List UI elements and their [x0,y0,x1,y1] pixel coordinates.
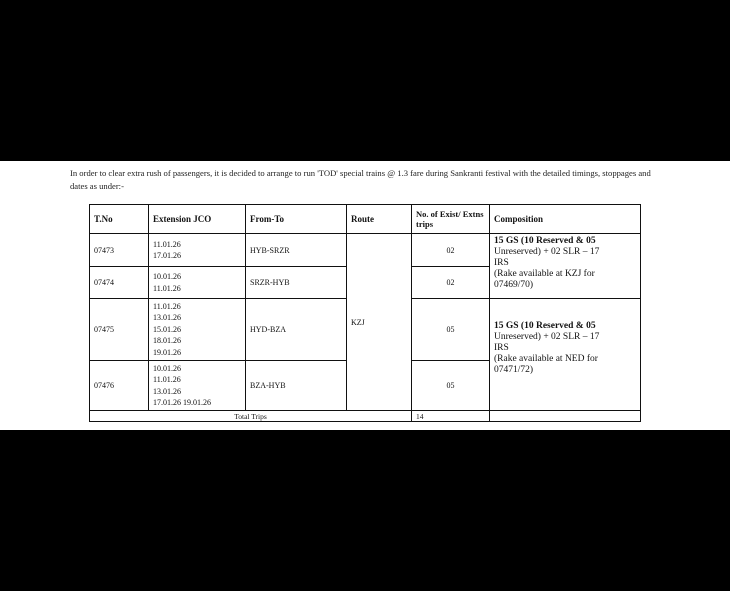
header-extension: Extension JCO [149,205,246,234]
table-row [90,234,641,267]
train-number: 07474 [90,267,149,299]
trip-count: 05 [412,361,490,411]
intro-paragraph: In order to clear extra rush of passengers, it is decided to arrange to run 'TOD' special trains @ 1.3 fare during Sankranti festival with the detailed timings, stoppages and dates as under:- [70,168,651,191]
from-to: SRZR-HYB [246,267,347,299]
total-label: Total Trips [90,411,412,422]
total-value: 14 [412,411,490,422]
composition-cell-2: 15 GS (10 Reserved & 05 Unreserved) + 02 SLR – 17 IRS (Rake available at NED for 07471/72) [490,299,641,411]
route-cell: KZJ [347,234,412,411]
extension-dates: 11.01.26 17.01.26 [149,234,246,267]
from-to: BZA-HYB [246,361,347,411]
composition-cell-1: 15 GS (10 Reserved & 05 Unreserved) + 02 SLR – 17 IRS (Rake available at KZJ for 07469/70) [490,234,641,299]
total-empty [490,411,641,422]
header-tno: T.No [90,205,149,234]
header-route: Route [347,205,412,234]
header-trips: No. of Exist/ Extns trips [412,205,490,234]
header-from-to: From-To [246,205,347,234]
trip-count: 02 [412,234,490,267]
total-row [90,411,641,422]
header-composition: Composition [490,205,641,234]
extension-dates: 10.01.26 11.01.26 [149,267,246,299]
document-page [0,161,730,430]
trip-count: 05 [412,299,490,361]
from-to: HYB-SRZR [246,234,347,267]
trip-count: 02 [412,267,490,299]
train-number: 07473 [90,234,149,267]
train-number: 07476 [90,361,149,411]
from-to: HYD-BZA [246,299,347,361]
extension-dates: 10.01.26 11.01.26 13.01.26 17.01.26 19.01.26 [149,361,246,411]
train-number: 07475 [90,299,149,361]
table-header-row [90,205,641,234]
extension-dates: 11.01.26 13.01.26 15.01.26 18.01.26 19.01.26 [149,299,246,361]
special-trains-table [89,204,641,422]
